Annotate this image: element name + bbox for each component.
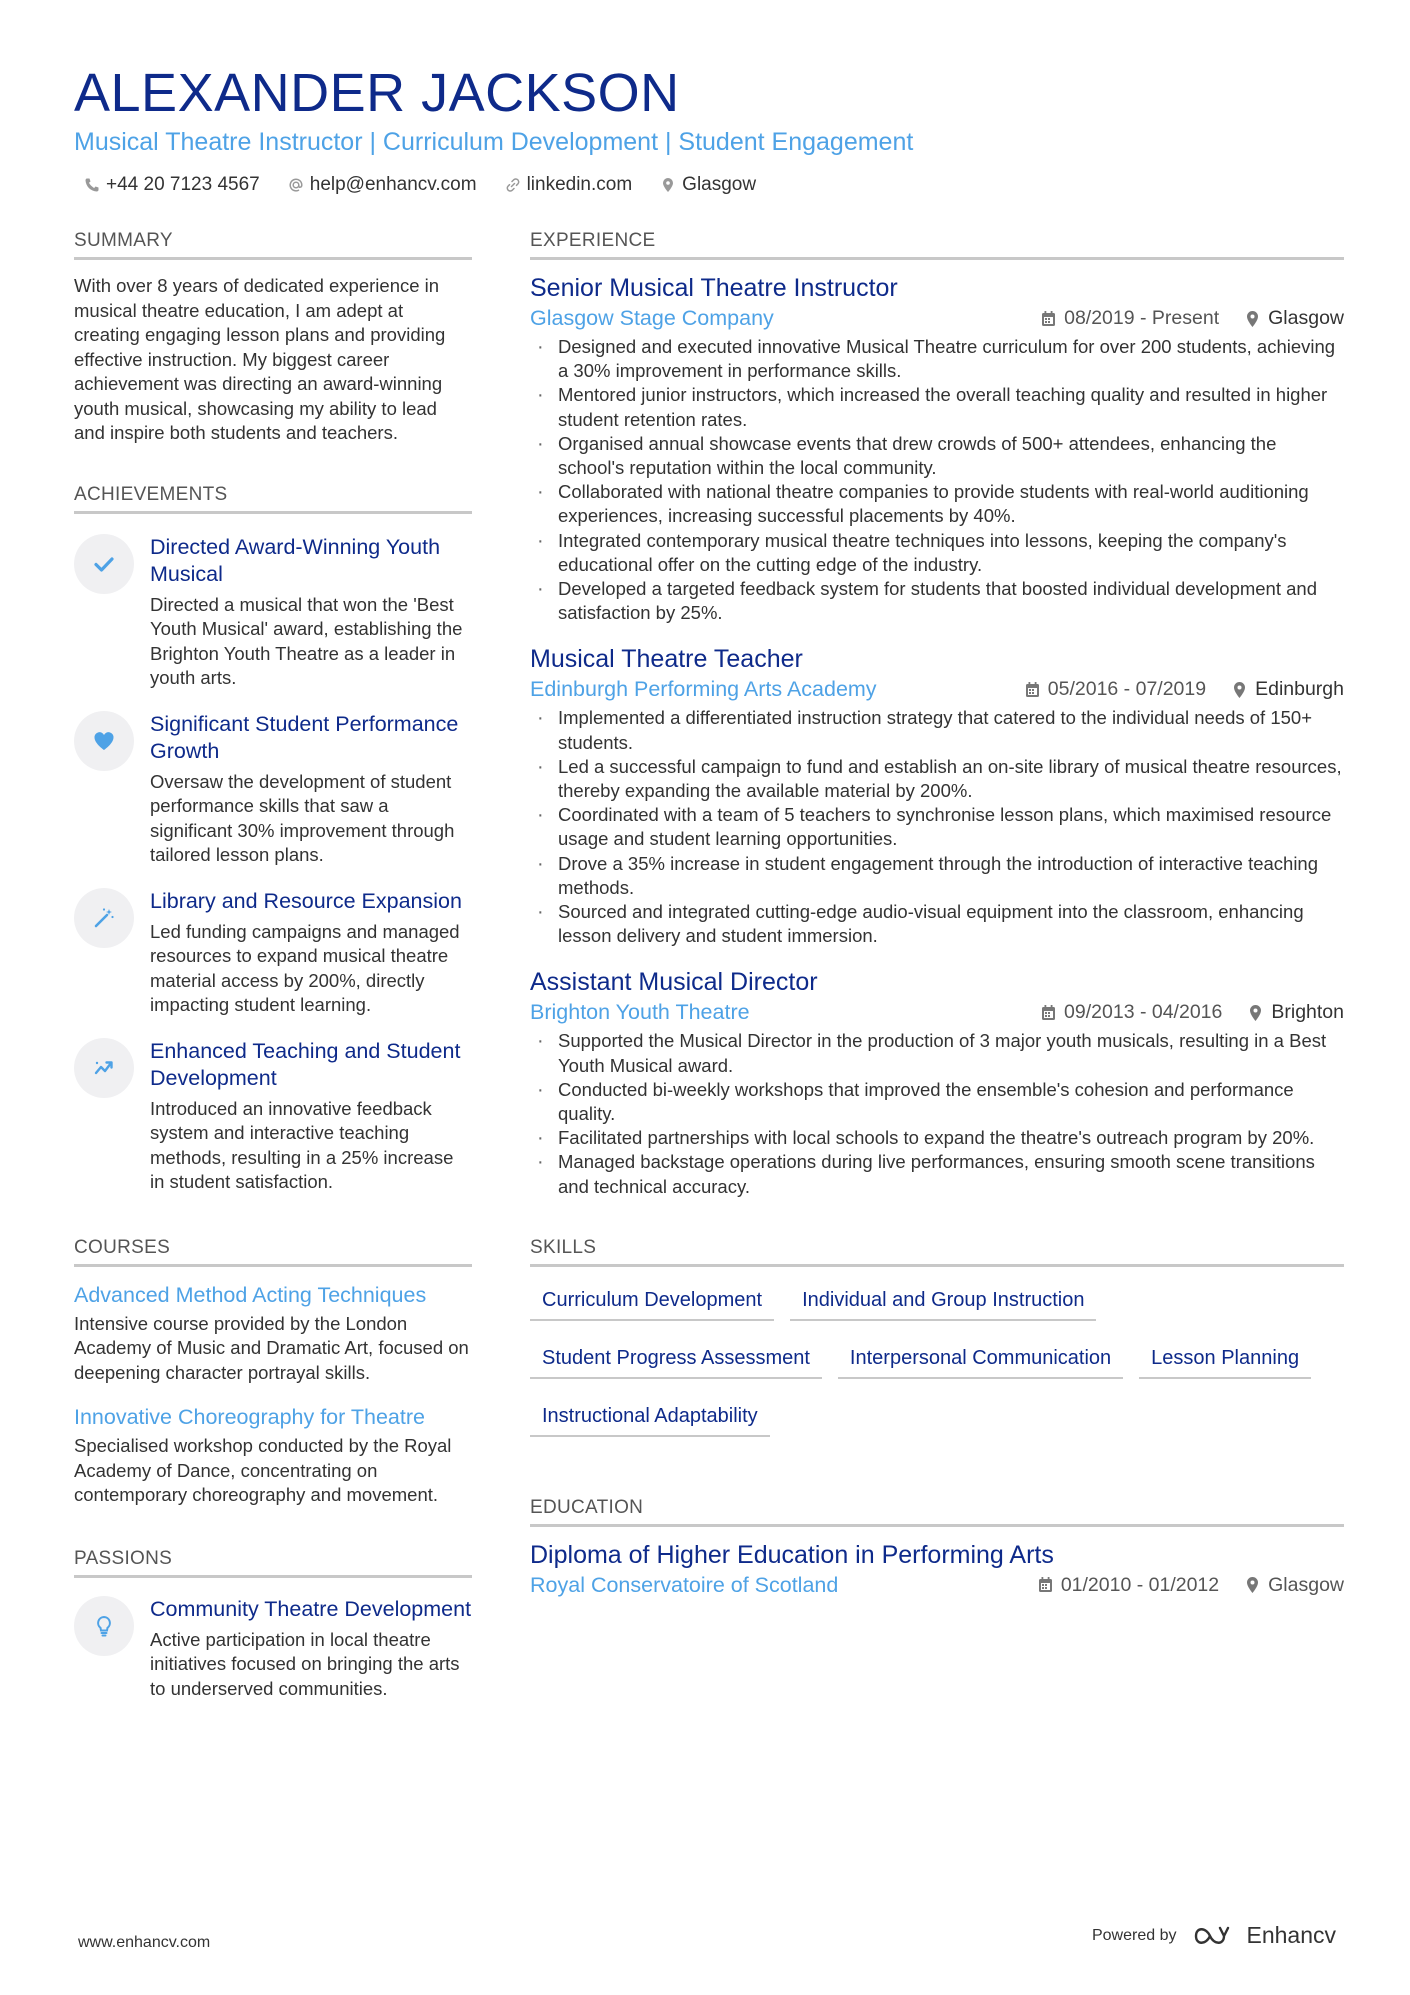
- job-entry: [530, 966, 1344, 1198]
- job-title: Senior Musical Theatre Instructor: [530, 274, 898, 302]
- achievement-item: [74, 534, 472, 691]
- brand-logo[interactable]: [1192, 1922, 1336, 1949]
- course-item: [74, 1403, 472, 1508]
- job-bullet: · Supported the Musical Director in the production of 3 major youth musicals, resulting in a Best Youth Musical award.: [530, 1029, 1344, 1077]
- job-dates: [1041, 1001, 1222, 1024]
- skill-tag: Instructional Adaptability: [530, 1401, 770, 1437]
- job-bullet: · Designed and executed innovative Musical Theatre curriculum for over 200 students, achieving a 30% improvement in performance skills.: [530, 335, 1344, 383]
- passion-body: [150, 1596, 472, 1702]
- education-location: [1245, 1574, 1344, 1597]
- job-bullet: · Sourced and integrated cutting-edge audio-visual equipment into the classroom, enhancing lesson delivery and student immersion.: [530, 900, 1344, 948]
- job-location: [1232, 678, 1344, 701]
- job-location: [1248, 1001, 1344, 1024]
- job-meta: [530, 1000, 1344, 1025]
- job-bullet: · Organised annual showcase events that drew crowds of 500+ attendees, enhancing the school's reputation within the local community.: [530, 432, 1344, 480]
- course-desc: Specialised workshop conducted by the Royal Academy of Dance, concentrating on contemporary choreography and movement.: [74, 1435, 452, 1505]
- passions-heading: PASSIONS: [74, 1548, 472, 1578]
- course-title: Advanced Method Acting Techniques: [74, 1282, 427, 1307]
- education-entry: [530, 1539, 1344, 1598]
- email-text: help@enhancv.com: [309, 174, 477, 195]
- achievement-title: Enhanced Teaching and Student Development: [150, 1038, 461, 1090]
- location-text: Glasgow: [682, 174, 757, 195]
- job-dates-text: 09/2013 - 04/2016: [1064, 1001, 1223, 1024]
- achievement-desc: Directed a musical that won the 'Best Youth Musical' award, establishing the Brighton Youth Theatre as a leader in youth arts.: [150, 593, 463, 688]
- phone-icon: [84, 177, 100, 193]
- footer-website[interactable]: www.enhancv.com: [78, 1934, 211, 1951]
- location-pin-icon: [1248, 1004, 1263, 1022]
- job-location-text: Brighton: [1271, 1001, 1344, 1024]
- passion-icon-wrap: [74, 1596, 134, 1656]
- job-meta-right: [1041, 1001, 1344, 1024]
- magic-wand-icon: [92, 906, 116, 930]
- passion-item: [74, 1596, 472, 1702]
- job-title: Assistant Musical Director: [530, 968, 818, 997]
- job-bullet: · Integrated contemporary musical theatre techniques into lessons, keeping the company's educational offer on the cutting edge of the industry.: [530, 529, 1344, 577]
- job-meta-right: [1041, 307, 1344, 330]
- job-title: Musical Theatre Teacher: [530, 645, 803, 674]
- course-desc: Intensive course provided by the London Academy of Music and Dramatic Art, focused on deepening character portrayal skills.: [74, 1312, 469, 1383]
- linkedin-text: linkedin.com: [526, 174, 633, 195]
- link-icon: [505, 177, 521, 193]
- job-bullet: · Collaborated with national theatre companies to provide students with real-world auditioning experiences, increasing successful placements by 40%.: [530, 480, 1344, 528]
- contact-email: [288, 174, 477, 196]
- achievement-item: [74, 1038, 472, 1195]
- calendar-icon: [1025, 681, 1040, 699]
- contact-phone: [84, 174, 260, 196]
- company-name: Brighton Youth Theatre: [530, 1000, 750, 1025]
- education-heading: EDUCATION: [530, 1497, 1344, 1527]
- skill-tag: Curriculum Development: [530, 1285, 774, 1321]
- achievements-list: [74, 534, 472, 1195]
- job-bullet: · Implemented a differentiated instruction strategy that catered to the individual needs of 150+ students.: [530, 706, 1344, 754]
- skill-tag: Individual and Group Instruction: [790, 1285, 1096, 1321]
- job-entry: [530, 272, 1344, 625]
- job-bullet: · Drove a 35% increase in student engagement through the introduction of interactive teaching methods.: [530, 852, 1344, 900]
- calendar-icon: [1038, 1576, 1053, 1594]
- summary-text: With over 8 years of dedicated experience in musical theatre education, I am adept at creating engaging lesson plans and providing effective instruction. My biggest career achievement was directing an award-winning youth musical, showcasing my ability to lead and inspire both students and teachers.: [74, 275, 446, 443]
- skills-heading: SKILLS: [530, 1237, 1344, 1267]
- education-location-text: Glasgow: [1268, 1573, 1344, 1596]
- check-icon: [92, 552, 116, 576]
- achievement-body: [150, 711, 472, 868]
- footer-branding: [1092, 1922, 1336, 1949]
- phone-text: +44 20 7123 4567: [106, 174, 260, 195]
- job-location: [1245, 307, 1344, 330]
- contact-location: [660, 174, 756, 196]
- job-dates: [1041, 307, 1219, 330]
- location-pin-icon: [660, 177, 676, 193]
- achievements-heading: ACHIEVEMENTS: [74, 484, 472, 514]
- courses-heading: COURSES: [74, 1237, 472, 1267]
- degree-title: Diploma of Higher Education in Performing Arts: [530, 1540, 1054, 1569]
- resume-page: [74, 62, 1344, 1699]
- job-bullet: · Developed a targeted feedback system for students that boosted individual development and satisfaction by 25%.: [530, 577, 1344, 625]
- achievement-title: Library and Resource Expansion: [150, 888, 462, 913]
- contact-row: [74, 174, 1344, 196]
- job-entry: [530, 643, 1344, 948]
- job-bullet: · Managed backstage operations during live performances, ensuring smooth scene transitions and technical accuracy.: [530, 1150, 1344, 1198]
- heart-icon: [92, 729, 116, 753]
- job-bullet: · Conducted bi-weekly workshops that improved the ensemble's cohesion and performance quality.: [530, 1078, 1344, 1126]
- job-meta: [530, 677, 1344, 702]
- location-pin-icon: [1245, 1576, 1260, 1594]
- job-dates-text: 05/2016 - 07/2019: [1047, 678, 1207, 701]
- job-bullet: · Facilitated partnerships with local schools to expand the theatre's outreach program by 20%.: [530, 1126, 1344, 1150]
- achievement-title: Directed Award-Winning Youth Musical: [150, 534, 441, 586]
- job-bullet: · Led a successful campaign to fund and establish an on-site library of musical theatre resources, thereby expanding the available material by 200%.: [530, 755, 1344, 803]
- skill-tag: Lesson Planning: [1139, 1343, 1311, 1379]
- achievement-body: [150, 534, 472, 691]
- skills-list: [530, 1285, 1344, 1437]
- location-pin-icon: [1245, 310, 1260, 328]
- contact-linkedin: [505, 174, 633, 196]
- achievement-body: [150, 888, 472, 1018]
- education-meta: [530, 1573, 1344, 1598]
- education-dates: [1038, 1574, 1219, 1597]
- calendar-icon: [1041, 1004, 1056, 1022]
- education-meta-right: [1038, 1574, 1344, 1597]
- school-name: Royal Conservatoire of Scotland: [530, 1572, 839, 1597]
- location-pin-icon: [1232, 681, 1247, 699]
- candidate-name: ALEXANDER JACKSON: [74, 63, 680, 123]
- brand-name: Enhancv: [1246, 1922, 1336, 1948]
- achievement-icon-wrap: [74, 1038, 134, 1098]
- job-meta-right: [1025, 678, 1344, 701]
- skill-tag: Student Progress Assessment: [530, 1343, 822, 1379]
- achievement-item: [74, 711, 472, 868]
- company-name: Glasgow Stage Company: [530, 306, 774, 330]
- company-name: Edinburgh Performing Arts Academy: [530, 677, 877, 702]
- achievement-item: [74, 888, 472, 1018]
- at-icon: [288, 177, 304, 193]
- job-dates: [1025, 678, 1206, 701]
- powered-by-text: Powered by: [1091, 1926, 1177, 1944]
- trend-arrow-icon: [92, 1056, 116, 1080]
- achievement-body: [150, 1038, 472, 1195]
- achievement-title: Significant Student Performance Growth: [150, 711, 459, 763]
- job-bullets: [530, 1029, 1344, 1198]
- enhancv-logo-icon: [1192, 1923, 1238, 1949]
- calendar-icon: [1041, 310, 1056, 328]
- experience-heading: EXPERIENCE: [530, 230, 1344, 260]
- job-location-text: Edinburgh: [1255, 678, 1344, 701]
- job-meta: [530, 306, 1344, 331]
- achievement-desc: Oversaw the development of student performance skills that saw a significant 30% improvement through tailored lesson plans.: [150, 770, 455, 865]
- job-bullets: [530, 706, 1344, 948]
- job-location-text: Glasgow: [1268, 307, 1344, 329]
- achievement-desc: Led funding campaigns and managed resources to expand musical theatre material access by 200%, directly impacting student learning.: [150, 920, 460, 1015]
- course-item: [74, 1281, 472, 1386]
- summary-heading: SUMMARY: [74, 230, 472, 260]
- passion-title: Community Theatre Development: [150, 1596, 472, 1621]
- right-column: [530, 230, 1344, 1598]
- achievement-desc: Introduced an innovative feedback system and interactive teaching methods, resulting in a 25% increase in student satisfaction.: [150, 1097, 454, 1192]
- left-column: [74, 230, 472, 1701]
- job-bullets: [530, 335, 1344, 625]
- job-dates-text: 08/2019 - Present: [1064, 307, 1220, 329]
- education-dates-text: 01/2010 - 01/2012: [1060, 1573, 1220, 1596]
- skill-tag: Interpersonal Communication: [838, 1343, 1123, 1379]
- achievement-icon-wrap: [74, 534, 134, 594]
- achievement-icon-wrap: [74, 888, 134, 948]
- course-title: Innovative Choreography for Theatre: [74, 1405, 425, 1429]
- achievement-icon-wrap: [74, 711, 134, 771]
- passion-desc: Active participation in local theatre initiatives focused on bringing the arts to underserved communities.: [150, 1628, 460, 1699]
- lightbulb-icon: [92, 1614, 116, 1638]
- candidate-tagline: Musical Theatre Instructor | Curriculum Development | Student Engagement: [74, 128, 914, 156]
- job-bullet: · Coordinated with a team of 5 teachers to synchronise lesson plans, which maximised resource usage and student learning opportunities.: [530, 803, 1344, 851]
- job-bullet: · Mentored junior instructors, which increased the overall teaching quality and resulted in higher student retention rates.: [530, 383, 1344, 431]
